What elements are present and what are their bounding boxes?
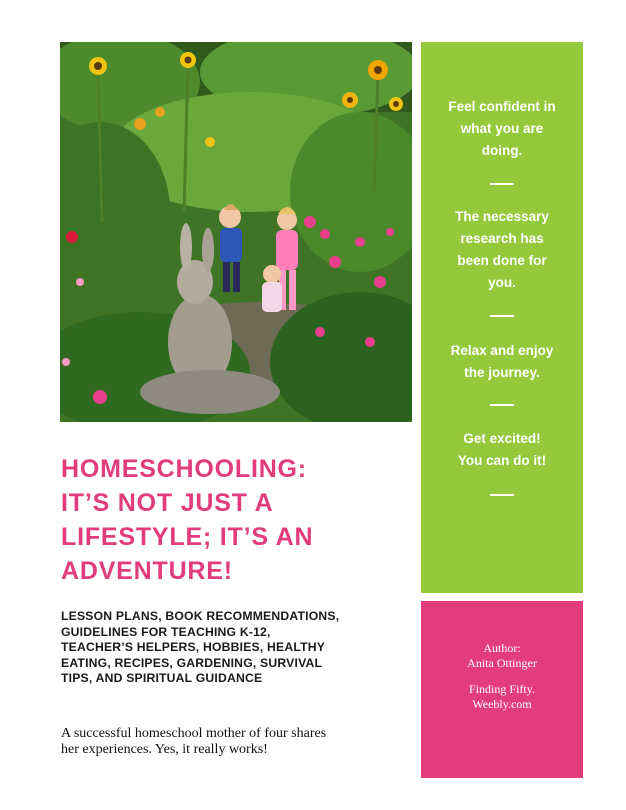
garden-illustration bbox=[60, 42, 412, 422]
divider bbox=[490, 404, 514, 406]
message-line: research has bbox=[460, 231, 544, 246]
divider bbox=[490, 494, 514, 496]
message-line: You can do it! bbox=[457, 453, 547, 468]
message-line: Relax and enjoy bbox=[450, 343, 554, 358]
divider bbox=[490, 315, 514, 317]
message-line: you. bbox=[488, 275, 516, 290]
cover-photo bbox=[60, 42, 412, 422]
author-credit bbox=[421, 641, 583, 671]
author-box bbox=[421, 601, 583, 778]
message-line: Get excited! bbox=[463, 431, 541, 446]
message-research bbox=[429, 206, 575, 294]
author-name: Anita Ottinger bbox=[467, 656, 537, 670]
website-line: Finding Fifty. bbox=[469, 682, 535, 696]
message-line: The necessary bbox=[455, 209, 549, 224]
message-line: doing. bbox=[481, 143, 523, 158]
message-line: what you are bbox=[460, 121, 544, 136]
subtitle-line: LESSON PLANS, BOOK RECOMMENDATIONS, bbox=[61, 609, 340, 623]
message-line: Feel confident in bbox=[448, 99, 556, 114]
subtitle-line: TIPS, AND SPIRITUAL GUIDANCE bbox=[61, 671, 263, 685]
tagline-line: A successful homeschool mother of four shares bbox=[61, 726, 327, 741]
message-line: the journey. bbox=[464, 365, 540, 380]
title-line: LIFESTYLE; IT’S AN bbox=[61, 523, 314, 551]
tagline-line: her experiences. Yes, it really works! bbox=[61, 742, 268, 757]
title-line: HOMESCHOOLING: bbox=[61, 455, 307, 483]
title-line: IT’S NOT JUST A bbox=[61, 489, 274, 517]
author-label: Author: bbox=[483, 641, 521, 655]
divider bbox=[490, 183, 514, 185]
website-line: Weebly.com bbox=[472, 697, 532, 711]
encouragement-panel bbox=[421, 42, 583, 593]
message-line: been done for bbox=[457, 253, 547, 268]
message-excited bbox=[429, 428, 575, 472]
author-website bbox=[421, 682, 583, 712]
topics-subtitle bbox=[61, 609, 416, 687]
page-title bbox=[61, 452, 411, 588]
message-relax bbox=[429, 340, 575, 384]
subtitle-line: GUIDELINES FOR TEACHING K-12, bbox=[61, 624, 271, 639]
message-confident bbox=[429, 96, 575, 162]
tagline bbox=[61, 726, 421, 758]
subtitle-line: EATING, RECIPES, GARDENING, SURVIVAL bbox=[61, 655, 323, 670]
subtitle-line: TEACHER’S HELPERS, HOBBIES, HEALTHY bbox=[61, 640, 326, 654]
title-line: ADVENTURE! bbox=[61, 557, 233, 585]
